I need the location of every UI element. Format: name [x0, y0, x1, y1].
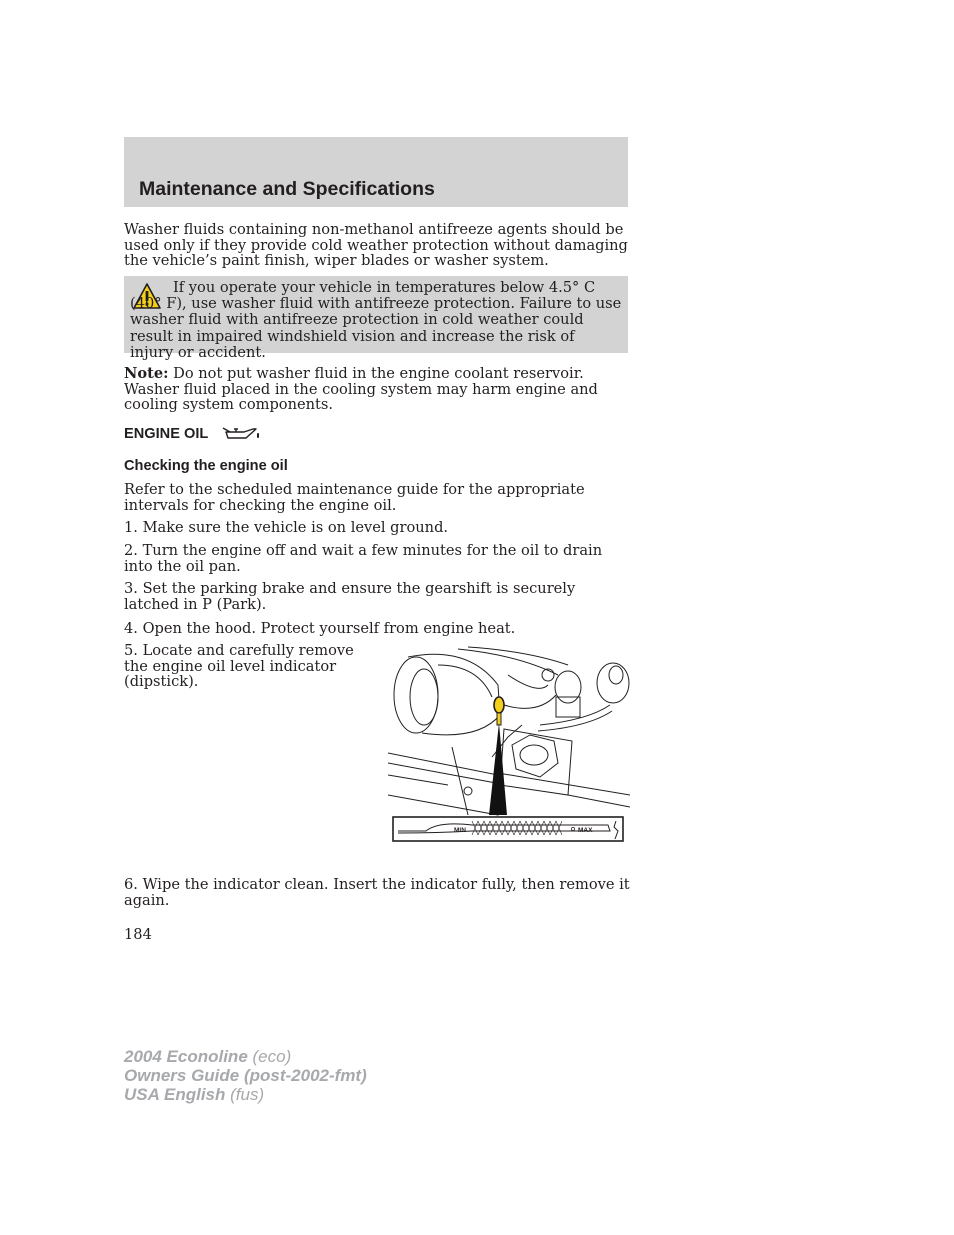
oil-can-icon	[220, 425, 260, 443]
note-text: Do not put washer fluid in the engine coolant reservoir. Washer fluid placed in the cooling system may harm engine and cooling system components.	[124, 365, 598, 413]
note-label: Note:	[124, 365, 169, 382]
intro-paragraph: Washer fluids containing non-methanol antifreeze agents should be used only if they provide cold weather protection without damaging the vehicle’s paint finish, wiper blades or washer system.	[124, 221, 628, 269]
footer-line: Owners Guide (post-2002-fmt)	[124, 1066, 367, 1085]
step-item: 4. Open the hood. Protect yourself from engine heat.	[124, 620, 516, 637]
step-item: 3. Set the parking brake and ensure the gearshift is securely latched in P (Park).	[124, 580, 576, 613]
section-heading: ENGINE OIL	[124, 426, 209, 442]
header-band	[124, 137, 628, 207]
step-item: 2. Turn the engine off and wait a few minutes for the oil to drain into the oil pan.	[124, 542, 603, 575]
warning-box	[124, 276, 628, 361]
sub-heading: Checking the engine oil	[124, 458, 288, 474]
step-item: 5. Locate and carefully remove the engine oil level indicator (dipstick).	[124, 642, 354, 690]
footer	[124, 1047, 367, 1104]
warning-text: If you operate your vehicle in temperatures below 4.5° C (40° F), use washer fluid with antifreeze protection. Failure to use washer fluid with antifreeze protection in cold weather could result in impaired windshield vision and increase the risk of injury or accident.	[130, 279, 622, 361]
engine-dipstick-illustration	[388, 645, 630, 845]
dipstick-max-label: MAX	[578, 827, 593, 834]
refer-paragraph: Refer to the scheduled maintenance guide for the appropriate intervals for checking the engine oil.	[124, 481, 585, 514]
footer-line: 2004 Econoline (eco)	[124, 1047, 292, 1066]
dipstick-min-label: MIN	[454, 827, 466, 834]
page-number: 184	[124, 926, 152, 943]
page-title: Maintenance and Specifications	[139, 178, 435, 200]
footer-line: USA English (fus)	[124, 1085, 265, 1104]
note-paragraph	[124, 366, 630, 413]
step-item: 1. Make sure the vehicle is on level ground.	[124, 519, 449, 536]
step-item: 6. Wipe the indicator clean. Insert the indicator fully, then remove it again.	[124, 876, 630, 909]
